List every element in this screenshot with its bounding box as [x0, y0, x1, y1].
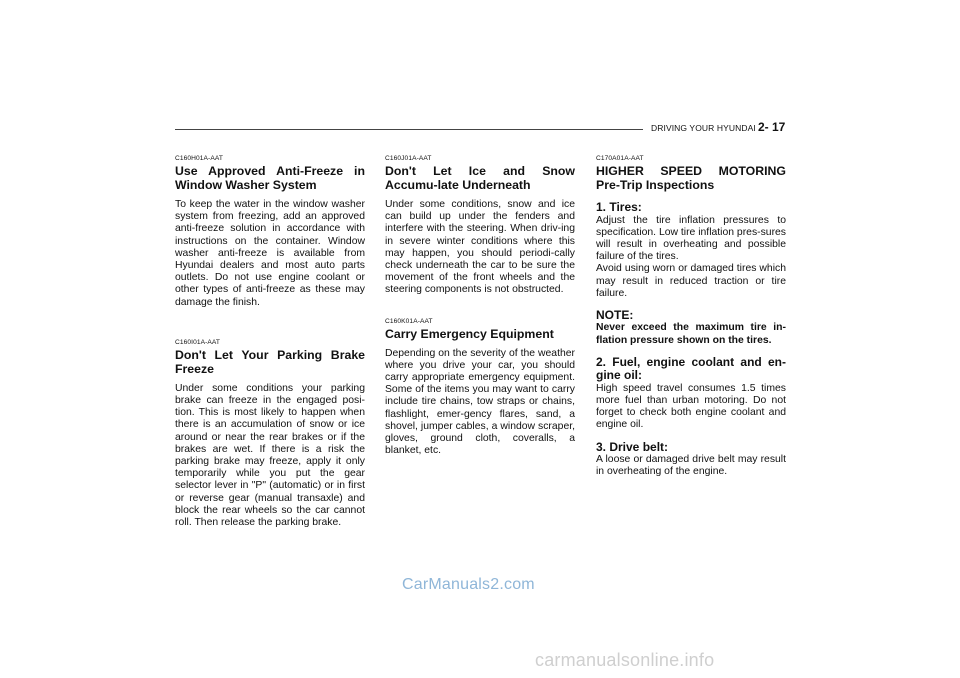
- fuel-heading: 2. Fuel, engine coolant and en-gine oil:: [596, 354, 786, 383]
- column-left: [175, 155, 365, 529]
- header-rule: [175, 129, 643, 130]
- section-title: Don't Let Your Parking Brake Freeze: [175, 347, 365, 376]
- watermark-link[interactable]: CarManuals2.com: [402, 576, 535, 593]
- section-body: Under some conditions your parking brake can freeze in the engaged posi-tion. This is most likely to happen when there is an accumulation of snow or ice around or near the rear brakes or if the brakes are wet. If there is a risk the parking brake may freeze, apply it only temporarily while you put the gear selector lever in "P" (automatic) or in first or reverse gear (manual transaxle) and block the rear wheels so the car cannot roll. Then release the parking brake.: [175, 382, 365, 529]
- section-title: HIGHER SPEED MOTORING Pre-Trip Inspections: [596, 164, 786, 192]
- section-body: Under some conditions, snow and ice can build up under the fenders and interfere with the steering. When driv-ing in severe winter conditions where this may happen, you should periodi-cally check underneath the car to be sure the movement of the front wheels and the steering components is not obstructed.: [385, 199, 575, 296]
- page-number: 2- 17: [758, 120, 786, 134]
- section-code: C170A01A-AAT: [596, 155, 644, 162]
- section-body: Depending on the severity of the weather where you drive your car, you should carry appropriate emergency equipment. Some of the items you may want to carry include tire chains, tow straps or chains, flashlight, emer-gency flares, sand, a shovel, jumper cables, a window scraper, gloves, ground cloth, coveralls, a blanket, etc.: [385, 347, 575, 457]
- note-heading: NOTE:: [596, 307, 634, 322]
- running-header: DRIVING YOUR HYUNDAI: [651, 123, 756, 133]
- section-code: C160J01A-AAT: [385, 155, 432, 162]
- tires-body-2: Avoid using worn or damaged tires which may result in reduced traction or tire failure.: [596, 263, 786, 299]
- belt-heading: 3. Drive belt:: [596, 439, 669, 454]
- column-right: [596, 155, 786, 479]
- tires-body: Adjust the tire inflation pressures to specification. Low tire inflation pres-sures will result in overheating and possible failure of the tires.: [596, 214, 787, 263]
- tires-heading: 1. Tires:: [596, 200, 642, 214]
- belt-body: A loose or damaged drive belt may result in overheating of the engine.: [596, 454, 786, 478]
- section-code: C160K01A-AAT: [385, 317, 433, 325]
- footer-watermark: carmanualsonline.info: [535, 650, 715, 670]
- note-body: Never exceed the maximum tire in-flation pressure shown on the tires.: [596, 322, 786, 346]
- section-title: Don't Let Ice and Snow Accumu-late Underneath: [385, 164, 575, 192]
- section-body: To keep the water in the window washer system from freezing, add an approved anti-freeze solution in accordance with instructions on the container. Window washer anti-freeze is available from Hyundai dealers and most auto parts outlets. Do not use engine coolant or other types of anti-freeze as these may damage the finish.: [175, 199, 365, 308]
- section-title: Carry Emergency Equipment: [385, 326, 554, 341]
- section-title: Use Approved Anti-Freeze in Window Washer System: [175, 164, 365, 192]
- column-middle: [385, 155, 575, 457]
- section-code: C160I01A-AAT: [175, 338, 221, 346]
- fuel-body: High speed travel consumes 1.5 times more fuel than urban motoring. Do not forget to check both engine coolant and engine oil.: [596, 382, 786, 431]
- section-code: C160H01A-AAT: [175, 155, 223, 162]
